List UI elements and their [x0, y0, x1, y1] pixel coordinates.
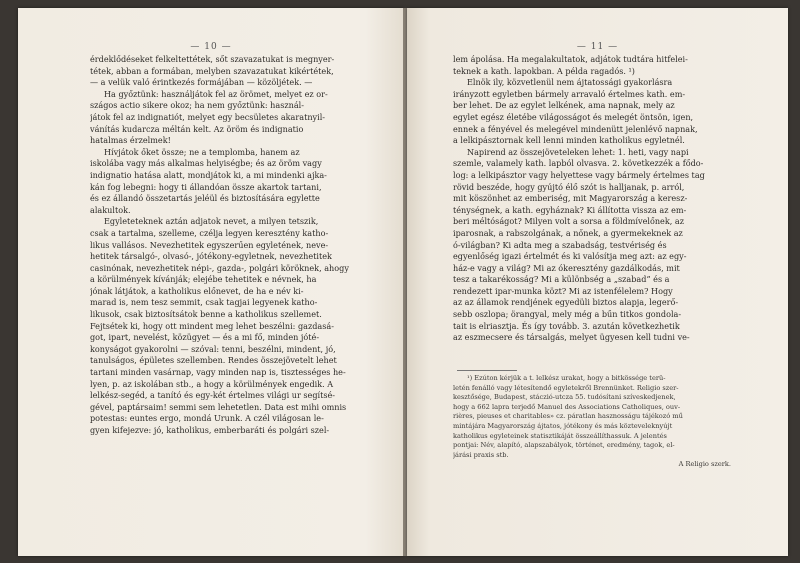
text-line: a lelkipásztornak kell lenni minden katholikus egyletnél.	[453, 135, 685, 146]
text-line: log: a lelkipásztor vagy helyettese vagy bármely értelmes tag	[453, 169, 705, 180]
footnote-line: katholikus egyleteinek statisztikáját összeállíthassuk. A jelentés	[453, 431, 667, 440]
text-line: ber lehet. De az egylet lelkének, ama napnak, mely az	[453, 100, 675, 111]
text-line: marad is, nem tesz semmit, csak tagjai legyenek katho-	[90, 297, 318, 308]
left-page-number: — 10 —	[190, 42, 232, 52]
text-line: lyen, p. az iskolában stb., a hogy a körülmények engedik. A	[90, 378, 334, 389]
text-line: Hívjátok őket össze; ne a templomba, hanem az	[104, 146, 300, 157]
text-line: tanulságos, épületes szellemben. Rendes összejövetelt lehet	[90, 355, 337, 366]
footnote	[453, 374, 743, 470]
footnote-line: hogy a 662 lapra terjedő Manuel des Associations Catholiques, ouv-	[453, 402, 681, 411]
text-line: csak a tartalma, szelleme, czélja legyen keresztény katho-	[90, 227, 329, 238]
text-line: az eszmecsere és társalgás, melyet ügyesen kell tudni ve-	[453, 332, 690, 343]
text-line: likusok, csak biztosítsátok benne a katholikus szellemet.	[90, 309, 322, 320]
right-page-number: — 11 —	[576, 42, 619, 52]
text-line: ó-világban? Ki adta meg a szabadság, testvériség és	[453, 239, 667, 250]
right-page	[407, 8, 788, 556]
text-line: ennek a fényével és melegével mindenütt jelenlévő napnak,	[453, 123, 698, 134]
text-line: got, ipart, nevelést, közügyet — és a mi fő, minden jóté-	[90, 332, 320, 343]
text-line: Napirend az összejöveteleken lehet: 1. heti, vagy napi	[467, 146, 689, 157]
text-line: iskolába vagy más alkalmas helyiségbe; és az öröm vagy	[90, 158, 322, 169]
footnote-line: rières, pieuses et charitables» cz. páratlan hasznosságu tájékozó mű	[453, 412, 683, 421]
text-line: teknek a kath. lapokban. A példa ragadós. ¹)	[453, 65, 635, 76]
footnote-line: járási praxis stb.	[453, 450, 509, 459]
text-line: ház-e vagy a világ? Mi az ókeresztény gazdálkodás, mit	[453, 262, 680, 273]
text-line: jónak látjátok, a katholikus előnevet, de ha e név ki-	[90, 285, 304, 296]
text-line: irányzott egyletben bármely arravaló értelmes kath. em-	[453, 88, 686, 99]
text-line: tartani minden vasárnap, vagy minden nap is, tisztességes he-	[90, 367, 346, 378]
left-page	[18, 8, 404, 556]
text-line: az az államok rendjének egyedüli biztos alapja, legerő-	[453, 297, 679, 308]
footnote-line: letén fenálló vagy létesítendő egyletekről Brennünket. Religio szer-	[453, 383, 679, 392]
text-line: tait is elriasztja. És így tovább. 3. azután következhetik	[453, 320, 680, 331]
text-line: vánítás kudarcza méltán kelt. Az öröm és indignatio	[90, 123, 304, 134]
text-line: érdeklődéseket felkeltettétek, sőt szavazatukat is megnyer-	[90, 54, 335, 64]
text-line: — a velük való érintkezés formájában — közöljétek. —	[90, 77, 313, 88]
text-line: sebb oszlopa; örangyal, mely még a bűn titkos gondola-	[453, 309, 682, 320]
text-line: egyenlőség igazi értelmét és ki valósítja meg azt: az egy-	[453, 251, 687, 262]
text-line: hetitek társalgó-, olvasó-, jótékony-egyletnek, nevezhetitek	[90, 251, 332, 262]
text-line: gével, paptársaim! semmi sem lehetetlen. Data est mihi omnis	[90, 401, 347, 412]
text-line: alakultok.	[90, 204, 131, 215]
footnote-rule	[457, 370, 517, 371]
text-line: indignatio hatása alatt, mondjátok ki, a mi mindenki ajka-	[90, 169, 327, 180]
text-line: Egyleteteknek aztán adjatok nevet, a milyen tetszik,	[104, 216, 319, 227]
text-line: casinónak, nevezhetitek népi-, gazda-, polgári köröknek, ahogy	[90, 262, 349, 273]
text-line: konyságot gyakorolni — szóval: tenni, beszélni, mindent, jó,	[90, 343, 336, 354]
text-line: rendezett ipar-munka közt? Mi az istenfélelem? Hogy	[453, 285, 673, 296]
right-page-body	[453, 54, 743, 344]
text-line: beri méltóságot? Milyen volt a sorsa a földmívelőnek, az	[453, 216, 684, 227]
text-line: lelkész-segéd, a tanító és egy-két értelmes világi ur segítsé-	[90, 390, 336, 401]
open-book-spread	[18, 8, 788, 556]
footnote-line: mintájára Magyarország ájtatos, jótékony és más közteveleknyújt	[453, 421, 673, 430]
text-line: tesz a takarékosság? Mi a különbség a „szabad” és a	[453, 274, 670, 285]
left-page-body	[90, 54, 380, 437]
text-line: iparosnak, a rabszolgának, a nőnek, a gyermekeknek az	[453, 227, 683, 238]
text-line: tétek, abban a formában, melyben szavazatukat kikértétek,	[90, 65, 334, 76]
text-line: a körülmények kívánják; elejébe tehetitek e névnek, ha	[90, 274, 317, 285]
text-line: Fejtsétek ki, hogy ott mindent meg lehet beszélni: gazdasá-	[90, 320, 334, 331]
footnote-signoff: A Religio szerk.	[678, 460, 731, 469]
text-line: lem ápolása. Ha megalakultatok, adjátok tudtára hitfelei-	[453, 54, 688, 64]
text-line: gyen kifejezve: jó, katholikus, emberbaráti és polgári szel-	[90, 425, 330, 435]
text-line: szemle, valamely kath. lapból olvasva. 2. következzék a fődo-	[453, 158, 704, 169]
text-line: szágos actio sikere okoz; ha nem győztünk: használ-	[90, 100, 305, 111]
text-line: mit köszönhet az emberiség, mit Magyarország a keresz-	[453, 193, 688, 204]
footnote-line: kesztősége, Budapest, stáczió-utcza 55. tudósítani szíveskedjenek,	[453, 393, 676, 402]
footnote-line: ¹) Ezúton kérjük a t. lelkész urakat, hogy a bitkössége terü-	[467, 374, 666, 382]
text-line: ténységnek, a kath. egyháznak? Ki állította vissza az em-	[453, 204, 687, 215]
text-line: hatalmas érzelmek!	[90, 135, 171, 146]
text-line: egylet egész életébe világosságot és melegét öntsön, igen,	[453, 111, 694, 122]
text-line: rövid beszéde, hogy gyújtó élő szót is halljanak, p. arról,	[453, 181, 685, 192]
text-line: és ez állandó összetartás jeléül és biztosítására egylette	[90, 193, 320, 204]
text-line: kán fog lebegni: hogy ti állandóan össze akartok tartani,	[90, 181, 322, 192]
text-line: potestas: euntes ergo, mondá Urunk. A czél világosan le-	[90, 413, 324, 424]
text-line: likus vallásos. Nevezhetitek egyszerűen egyletének, neve-	[90, 239, 329, 250]
text-line: játok fel az indignatiót, melyet egy becsületes akaratnyil-	[90, 111, 326, 122]
footnote-line: pontjai: Név, alapító, alapszabályok, történet, eredmény, tagok, el-	[453, 441, 675, 450]
text-line: Ha győztünk: használjátok fel az örömet, melyet ez or-	[104, 88, 328, 99]
text-line: Elnök ily, közvetlenül nem ájtatossági gyakorlásra	[467, 77, 673, 88]
